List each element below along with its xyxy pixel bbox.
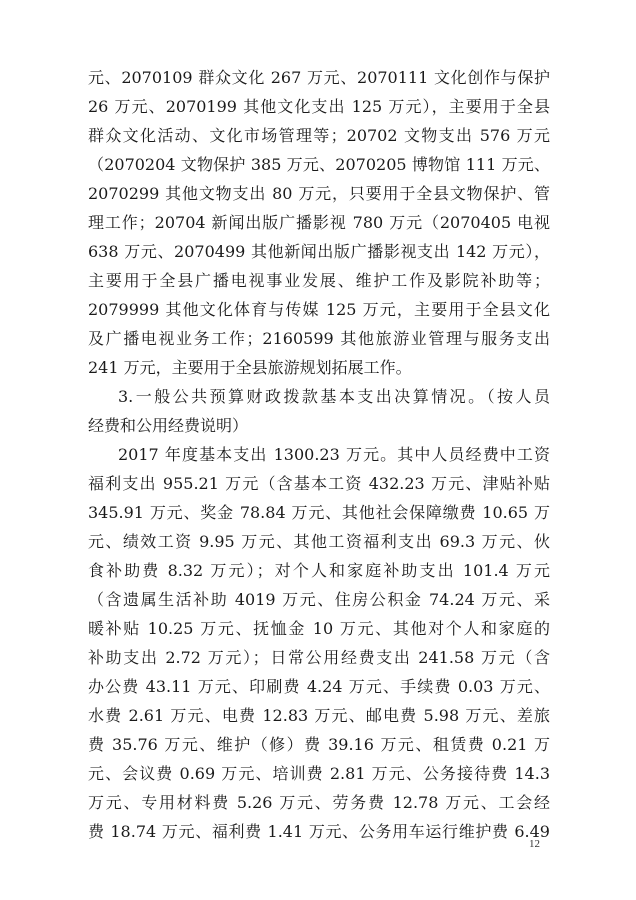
text-line: 主要用于全县广播电视事业发展、维护工作及影院补助等；	[88, 271, 550, 290]
text-line: 2079999 其他文化体育与传媒 125 万元，主要用于全县文化	[88, 300, 550, 319]
page-number: 12	[529, 838, 540, 850]
text-line: 理工作；20704 新闻出版广播影视 780 万元（2070405 电视	[88, 213, 550, 232]
text-line: 26 万元、2070199 其他文化支出 125 万元），主要用于全县	[88, 97, 550, 116]
text-line: 345.91 万元、奖金 78.84 万元、其他社会保障缴费 10.65 万	[88, 503, 550, 522]
text-line: 及广播电视业务工作；2160599 其他旅游业管理与服务支出	[88, 329, 550, 348]
text-line: 群众文化活动、文化市场管理等；20702 文物支出 576 万元	[88, 126, 550, 145]
text-line: 福利支出 955.21 万元（含基本工资 432.23 万元、津贴补贴	[88, 474, 550, 493]
text-line: 元、绩效工资 9.95 万元、其他工资福利支出 69.3 万元、伙	[88, 532, 550, 551]
text-line: 638 万元、2070499 其他新闻出版广播影视支出 142 万元），	[88, 242, 550, 261]
section-heading-line: 经费和公用经费说明）	[88, 416, 249, 435]
text-line: （2070204 文物保护 385 万元、2070205 博物馆 111 万元、	[88, 155, 550, 174]
text-line: 费 35.76 万元、维护（修）费 39.16 万元、租赁费 0.21 万	[88, 735, 550, 754]
text-line: 食补助费 8.32 万元）；对个人和家庭补助支出 101.4 万元	[88, 561, 550, 580]
body-text	[88, 63, 550, 846]
text-line: 万元、专用材料费 5.26 万元、劳务费 12.78 万元、工会经	[88, 793, 550, 812]
text-line: 元、会议费 0.69 万元、培训费 2.81 万元、公务接待费 14.3	[88, 764, 550, 783]
text-line: 241 万元，主要用于全县旅游规划拓展工作。	[88, 358, 412, 377]
text-line: 水费 2.61 万元、电费 12.83 万元、邮电费 5.98 万元、差旅	[88, 706, 550, 725]
text-line: 补助支出 2.72 万元）；日常公用经费支出 241.58 万元（含	[88, 648, 550, 667]
text-line: （含遗属生活补助 4019 万元、住房公积金 74.24 万元、采	[88, 590, 550, 609]
section-heading-line: 3.一般公共预算财政拨款基本支出决算情况。（按人员	[118, 387, 550, 406]
text-line: 暖补贴 10.25 万元、抚恤金 10 万元、其他对个人和家庭的	[88, 619, 550, 638]
text-line: 2070299 其他文物支出 80 万元，只要用于全县文物保护、管	[88, 184, 550, 203]
text-line: 办公费 43.11 万元、印刷费 4.24 万元、手续费 0.03 万元、	[88, 677, 550, 696]
text-line: 2017 年度基本支出 1300.23 万元。其中人员经费中工资	[118, 445, 550, 464]
text-line: 元、2070109 群众文化 267 万元、2070111 文化创作与保护	[88, 68, 550, 87]
text-line: 费 18.74 万元、福利费 1.41 万元、公务用车运行维护费 6.49	[88, 822, 550, 841]
